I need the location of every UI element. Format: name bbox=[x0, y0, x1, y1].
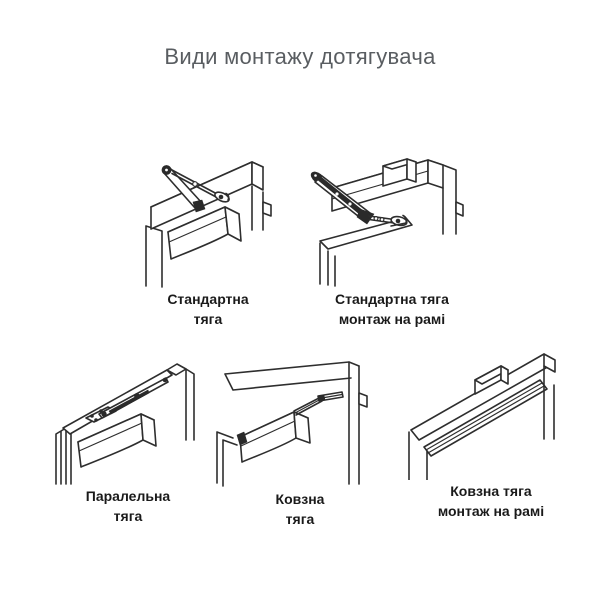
caption-line-1: Ковзна тяга bbox=[450, 483, 532, 499]
caption-line-2: монтаж на рамі bbox=[338, 311, 446, 327]
caption-line-2: тяга bbox=[285, 511, 315, 527]
slide-rail bbox=[424, 380, 547, 456]
figure-caption bbox=[276, 489, 325, 529]
door bbox=[320, 218, 412, 286]
figure-caption bbox=[335, 289, 449, 329]
caption-line-1: Ковзна bbox=[275, 491, 325, 507]
caption-line-1: Стандартна тяга bbox=[335, 291, 449, 307]
page-title: Види монтажу дотягувача bbox=[164, 44, 436, 69]
door bbox=[217, 432, 237, 486]
figure-caption bbox=[438, 481, 544, 521]
standard-arm-diagram bbox=[122, 146, 294, 288]
door bbox=[146, 226, 162, 287]
frame-jamb bbox=[443, 165, 463, 234]
figure-slide-arm-frame-mount bbox=[396, 340, 586, 521]
closer-arm bbox=[86, 378, 168, 422]
slide-arm-diagram bbox=[211, 348, 389, 488]
frame-jamb bbox=[349, 362, 367, 484]
figure-parallel-arm bbox=[44, 348, 212, 526]
caption-line-2: тяга bbox=[193, 311, 223, 327]
door-frame-beam bbox=[225, 362, 359, 390]
closer-body bbox=[475, 366, 508, 394]
caption-line-2: монтаж на рамі bbox=[437, 503, 545, 519]
caption-line-1: Стандартна bbox=[167, 291, 249, 307]
standard-arm-frame-diagram bbox=[306, 146, 478, 288]
figure-caption bbox=[167, 289, 248, 329]
figure-caption bbox=[86, 486, 170, 526]
caption-line-2: тяга bbox=[113, 508, 143, 524]
frame-jamb bbox=[544, 354, 555, 439]
figure-standard-arm-frame-mount bbox=[306, 146, 478, 329]
slide-arm-frame-diagram bbox=[397, 340, 585, 480]
slide-rail bbox=[294, 392, 343, 415]
figure-standard-arm bbox=[122, 146, 294, 329]
caption-line-1: Паралельна bbox=[85, 488, 171, 504]
parallel-arm-diagram bbox=[47, 348, 209, 485]
figure-slide-arm bbox=[210, 348, 390, 529]
closer-body bbox=[237, 412, 310, 462]
